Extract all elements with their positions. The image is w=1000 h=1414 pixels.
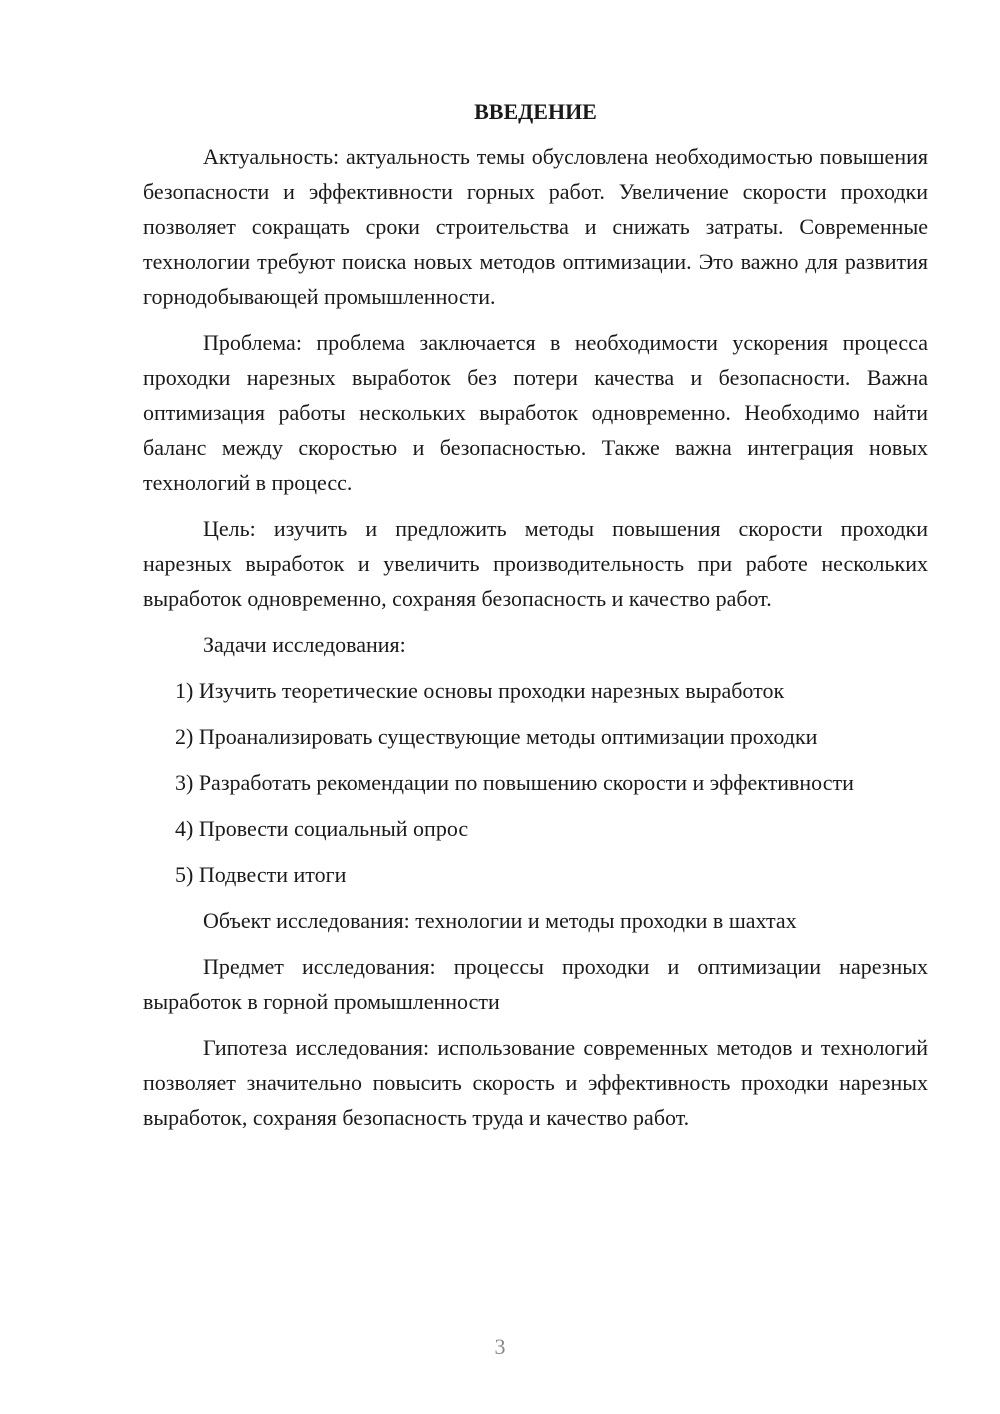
task-item: 2) Проанализировать существующие методы оптимизации проходки [175,724,818,749]
paragraph-goal: Цель: изучить и предложить методы повышения скорости проходки нарезных выработок и увеличить производительность при работе нескольких выработок одновременно, сохраняя безопасность и качество работ. [143,516,928,611]
page-number: 3 [494,1334,506,1359]
paragraph-problem: Проблема: проблема заключается в необходимости ускорения процесса проходки нарезных выработок без потери качества и безопасности. Важна оптимизация работы нескольких выработок одновременно. Необходимо найти баланс между скоростью и безопасностью. Также важна интеграция новых технологий в процесс. [143,330,928,495]
task-item: 4) Провести социальный опрос [175,816,469,841]
task-item: 5) Подвести итоги [175,862,347,887]
paragraph-object: Объект исследования: технологии и методы проходки в шахтах [203,908,797,933]
paragraph-relevance: Актуальность: актуальность темы обусловлена необходимостью повышения безопасности и эффективности горных работ. Увеличение скорости проходки позволяет сокращать сроки строительства и снижать затраты. Современные технологии требуют поиска новых методов оптимизации. Это важно для развития горнодобывающей промышленности. [143,144,928,309]
page-title: ВВЕДЕНИЕ [474,99,597,124]
paragraph-hypothesis: Гипотеза исследования: использование современных методов и технологий позволяет значительно повысить скорость и эффективность проходки нарезных выработок, сохраняя безопасность труда и качество работ. [143,1035,928,1130]
paragraph-subject: Предмет исследования: процессы проходки и оптимизации нарезных выработок в горной промышленности [143,954,928,1014]
page-content [143,94,928,1135]
tasks-heading: Задачи исследования: [203,632,406,657]
task-item: 3) Разработать рекомендации по повышению скорости и эффективности [175,770,854,795]
task-item: 1) Изучить теоретические основы проходки нарезных выработок [175,678,785,703]
